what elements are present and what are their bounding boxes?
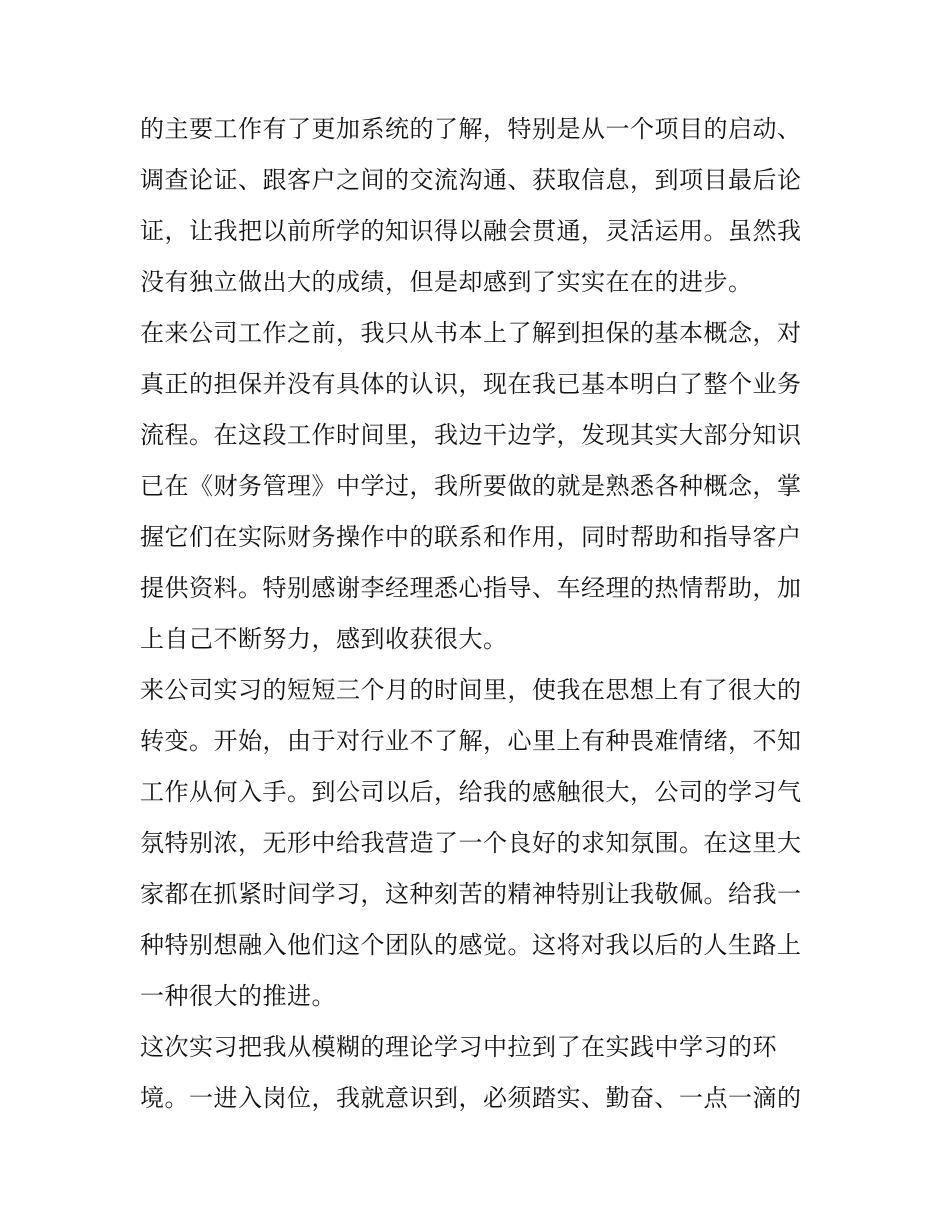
text-line: 来公司实习的短短三个月的时间里，使我在思想上有了很大的 (140, 676, 802, 704)
text-line: 境。一进入岗位，我就意识到，必须踏实、勤奋、一点一滴的 (140, 1084, 802, 1112)
text-line: 的主要工作有了更加系统的了解，特别是从一个项目的启动、 (140, 115, 802, 143)
text-line: 真正的担保并没有具体的认识，现在我已基本明白了整个业务 (140, 370, 802, 398)
text-line: 种特别想融入他们这个团队的感觉。这将对我以后的人生路上 (140, 931, 802, 959)
text-line: 这次实习把我从模糊的理论学习中拉到了在实践中学习的环 (140, 1033, 777, 1061)
body-text (140, 104, 810, 1124)
text-line: 已在《财务管理》中学过，我所要做的就是熟悉各种概念，掌 (140, 472, 802, 500)
text-line: 一种很大的推进。 (140, 982, 336, 1010)
text-line: 工作从何入手。到公司以后，给我的感触很大，公司的学习气 (140, 778, 802, 806)
text-line: 握它们在实际财务操作中的联系和作用，同时帮助和指导客户 (140, 523, 802, 551)
text-line: 在来公司工作之前，我只从书本上了解到担保的基本概念，对 (140, 319, 802, 347)
text-line: 调查论证、跟客户之间的交流沟通、获取信息，到项目最后论 (140, 166, 802, 194)
text-line: 上自己不断努力，感到收获很大。 (140, 625, 508, 653)
text-line: 提供资料。特别感谢李经理悉心指导、车经理的热情帮助，加 (140, 574, 802, 602)
text-line: 氛特别浓，无形中给我营造了一个良好的求知氛围。在这里大 (140, 829, 802, 857)
text-line: 证，让我把以前所学的知识得以融会贯通，灵活运用。虽然我 (140, 217, 802, 245)
text-line: 家都在抓紧时间学习，这种刻苦的精神特别让我敬佩。给我一 (140, 880, 802, 908)
text-line: 转变。开始，由于对行业不了解，心里上有种畏难情绪，不知 (140, 727, 802, 755)
text-line: 没有独立做出大的成绩，但是却感到了实实在在的进步。 (140, 268, 753, 296)
text-line: 流程。在这段工作时间里，我边干边学，发现其实大部分知识 (140, 421, 802, 449)
